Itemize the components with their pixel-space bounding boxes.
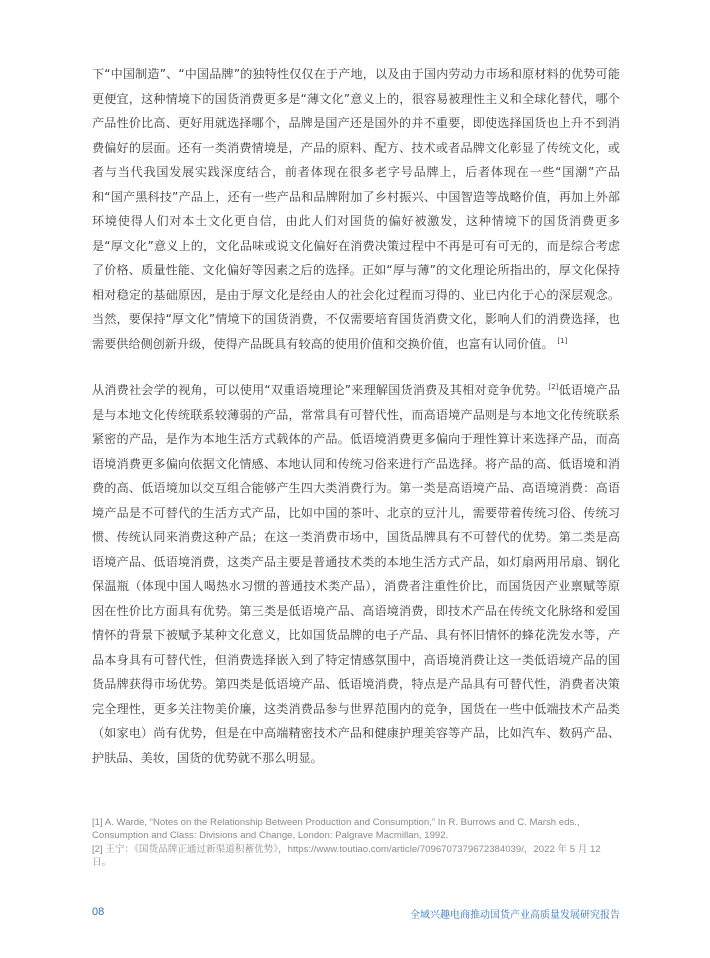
footnote-1: [1] A. Warde, “Notes on the Relationship Between Production and Consumption,” In R. Burrows and C. Marsh eds., Consumption and Class: Divisions and Change, London: Palgrave Macmillan, 1992.: [92, 817, 580, 842]
paragraph-dual-context-theory: [92, 378, 620, 770]
footnote-ref-1[interactable]: [1]: [557, 336, 568, 345]
paragraph-thick-thin-culture: [92, 62, 620, 356]
paragraph-text: 低语境产品是与本地文化传统联系较薄弱的产品，常常具有可替代性，而高语境产品则是与本地文化传统联系紧密的产品，是作为本地生活方式载体的产品。低语境消费更多偏向于理性算计来选择产品，而高语境消费更多偏向依据文化情感、本地认同和传统习俗来进行产品选择。将产品的高、低语境和消费的高、低语境加以交互组合能够产生四大类消费行为。第一类是高语境产品、高语境消费：高语境产品是不可替代的生活方式产品，比如中国的茶叶、北京的豆汁儿，需要带着传统习俗、传统习惯、传统认同来消费这种产品；在这一类消费市场中，国货品牌具有不可替代的优势。第二类是高语境产品、低语境消费，这类产品主要是普通技术类的本地生活方式产品，如灯扇两用吊扇、钢化保温瓶（体现中国人喝热水习惯的普通技术类产品），消费者注重性价比，而国货因产业禀赋等原因在性价比方面具有优势。第三类是低语境产品、高语境消费，即技术产品在传统文化脉络和爱国情怀的背景下被赋予某种文化意义，比如国货品牌的电子产品、具有怀旧情怀的蜂花洗发水等，产品本身具有可替代性，但消费选择嵌入到了特定情感氛围中，高语境消费让这一类低语境产品的国货品牌获得市场优势。第四类是低语境产品、低语境消费，特点是产品具有可替代性，消费者决策完全理性，更多关注物美价廉，这类消费品参与世界范围内的竞争，国货在一些中低端技术产品类（如家电）尚有优势，但是在中高端精密技术产品和健康护理美容等产品，比如汽车、数码产品、护肤品、美妆，国货的优势就不那么明显。: [92, 383, 620, 765]
report-title: 全域兴趣电商推动国货产业高质量发展研究报告: [410, 910, 620, 921]
body-text: [92, 62, 620, 770]
paragraph-text: 从消费社会学的视角，可以使用“双重语境理论”来理解国货消费及其相对竞争优势。: [92, 383, 549, 397]
paragraph-text: 下“中国制造”、“中国品牌”的独特性仅仅在于产地，以及由于国内劳动力市场和原材料的优势可能更便宜，这种情境下的国货消费更多是“薄文化”意义上的，很容易被理性主义和全球化替代，哪个产品性价比高、更好用就选择哪个，品牌是国产还是国外的并不重要，即使选择国货也上升不到消费偏好的层面。还有一类消费情境是，产品的原料、配方、技术或者品牌文化彰显了传统文化，或者与当代我国发展实践深度结合，前者体现在很多老字号品牌上，后者体现在一些“国潮”产品和“国产黑科技”产品上，还有一些产品和品牌附加了乡村振兴、中国智造等战略价值，再加上外部环境使得人们对本土文化更自信，由此人们对国货的偏好被激发，这种情境下的国货消费更多是“厚文化”意义上的，文化品味或说文化偏好在消费决策过程中不再是可有可无的，而是综合考虑了价格、质量性能、文化偏好等因素之后的选择。正如“厚与薄”的文化理论所指出的，厚文化保持相对稳定的基础原因，是由于厚文化是经由人的社会化过程而习得的、业已内化于心的深层观念。当然，要保持“厚文化”情境下的国货消费，不仅需要培育国货消费文化，影响人们的消费选择，也需要供给侧创新升级，使得产品既具有较高的使用价值和交换价值，也富有认同价值。: [92, 67, 620, 351]
footnote-2: [2] 王宁：《国货品牌正通过新渠道积蓄优势》，https://www.toutiao.com/article/7096707379672384039/，2022 年 5 月 12 日。: [92, 843, 601, 868]
footnotes: [92, 816, 620, 869]
page-number: 08: [92, 906, 105, 918]
footnote-ref-2[interactable]: [2]: [548, 382, 559, 391]
page-footer: [92, 906, 620, 922]
